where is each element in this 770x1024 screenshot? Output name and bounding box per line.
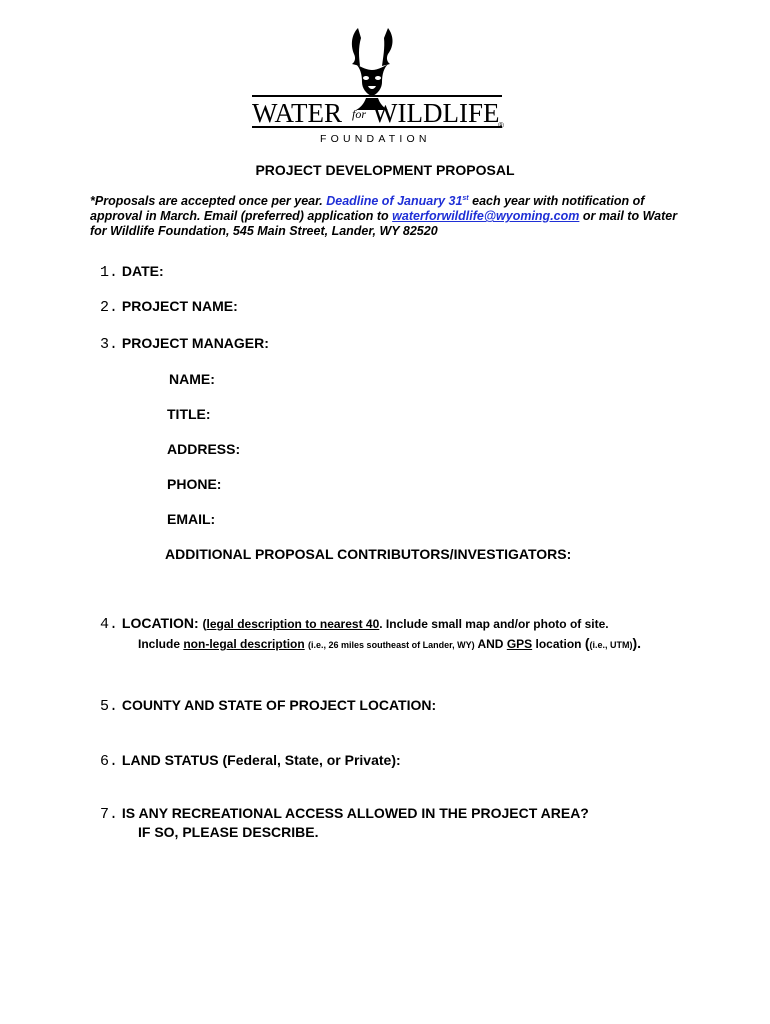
item-label: LOCATION: [121, 615, 199, 631]
item-number: 7. [100, 806, 119, 823]
pronghorn-logo-icon [248, 24, 510, 146]
item-label: COUNTY AND STATE OF PROJECT LOCATION: [121, 697, 437, 713]
deadline-text: Deadline of January 31st [326, 194, 469, 208]
field-email-label: EMAIL: [167, 511, 216, 527]
item-label: PROJECT NAME: [121, 298, 238, 314]
location-text: location [532, 637, 585, 651]
item-recreational-access-line-2: IF SO, PLEASE DESCRIBE. [138, 824, 319, 840]
field-name-label: NAME: [169, 371, 215, 387]
item-number: 4. [100, 616, 119, 633]
closing-paren-text: ). [632, 635, 642, 651]
page-title: PROJECT DEVELOPMENT PROPOSAL [255, 162, 515, 178]
field-additional-contributors-label: ADDITIONAL PROPOSAL CONTRIBUTORS/INVESTIGATORS: [165, 546, 572, 562]
item-label: IS ANY RECREATIONAL ACCESS ALLOWED IN THE PROJECT AREA? [121, 805, 589, 821]
item-number: 6. [100, 753, 119, 770]
item-number: 3. [100, 336, 119, 353]
item-recreational-access [100, 805, 589, 823]
logo-word-foundation: FOUNDATION [320, 133, 431, 145]
item-label: LAND STATUS (Federal, State, or Private): [121, 752, 401, 768]
non-legal-example-text: (i.e., 26 miles southeast of Lander, WY) [308, 640, 475, 650]
non-legal-description-text: non-legal description [183, 637, 305, 651]
item-project-manager [100, 335, 269, 353]
gps-example-text: (i.e., UTM) [589, 640, 633, 650]
email-link[interactable]: waterforwildlife@wyoming.com [392, 209, 580, 223]
intro-text-3: or mail to Water for Wildlife Foundation, 545 Main Street, Lander, WY 82520 [90, 209, 678, 238]
logo-word-for: for [352, 107, 367, 121]
item-project-name [100, 298, 238, 316]
intro-text-1: *Proposals are accepted once per year. [90, 194, 327, 208]
item-number: 1. [100, 264, 119, 281]
intro-text-2: each year with notification of approval in March. Email (preferred) application to [90, 194, 645, 223]
item-land-status [100, 752, 401, 770]
field-title-label: TITLE: [167, 406, 211, 422]
and-text: AND [474, 637, 507, 651]
logo-registered-mark: ® [498, 121, 504, 130]
logo-word-water: WATER [252, 98, 342, 128]
item-number: 2. [100, 299, 119, 316]
foundation-logo [248, 24, 510, 146]
item-number: 5. [100, 698, 119, 715]
location-line-2: Include non-legal description (i.e., 26 miles southeast of Lander, WY) AND GPS location ((i.e., UTM)). [138, 635, 642, 651]
logo-word-wildlife: WILDLIFE [372, 98, 500, 128]
location-instruction-text: . Include small map and/or photo of site. [379, 617, 609, 631]
field-address-label: ADDRESS: [167, 441, 241, 457]
legal-description-text: legal description to nearest 40 [206, 617, 380, 631]
gps-text: GPS [506, 637, 533, 651]
item-location: 4. LOCATION: (legal description to nearest 40. Include small map and/or photo of site. [100, 615, 609, 633]
item-label: DATE: [121, 263, 164, 279]
include-text: Include [138, 637, 184, 651]
item-label: PROJECT MANAGER: [121, 335, 269, 351]
field-phone-label: PHONE: [167, 476, 222, 492]
intro-paragraph [90, 194, 690, 239]
item-date [100, 263, 164, 281]
item-county-state [100, 697, 436, 715]
